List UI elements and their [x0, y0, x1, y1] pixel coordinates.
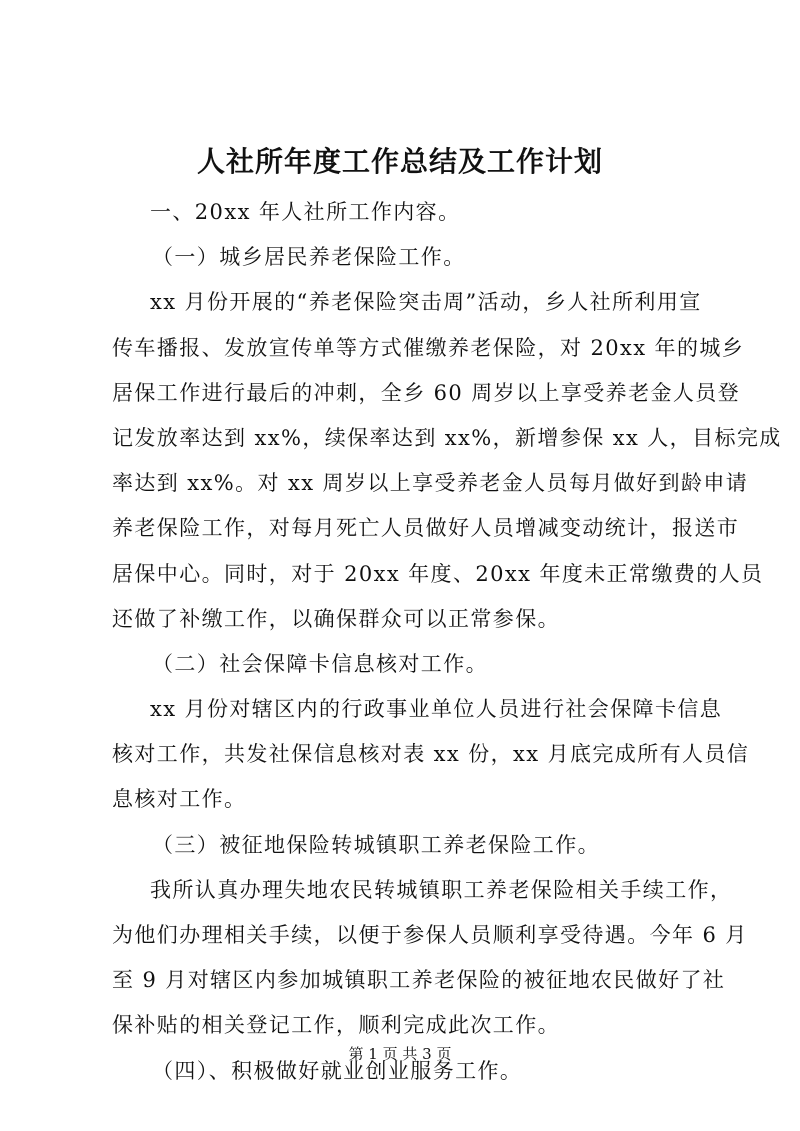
subsection-heading-2: （二）社会保障卡信息核对工作。	[152, 651, 488, 676]
paragraph-line: 传车播报、发放宣传单等方式催缴养老保险，对 20xx 年的城乡	[112, 335, 745, 360]
paragraph-line: 息核对工作。	[112, 787, 247, 812]
section-heading-1: 一、20xx 年人社所工作内容。	[150, 200, 461, 224]
paragraph-line: 核对工作，共发社保信息核对表 xx 份，xx 月底完成所有人员信	[112, 742, 750, 767]
paragraph-line: 至 9 月对辖区内参加城镇职工养老保险的被征地农民做好了社	[112, 968, 726, 993]
subsection-heading-1: （一）城乡居民养老保险工作。	[152, 245, 466, 270]
paragraph-line: 率达到 xx%。对 xx 周岁以上享受养老金人员每月做好到龄申请	[112, 471, 749, 496]
document-title: 人社所年度工作总结及工作计划	[196, 145, 603, 178]
paragraph-line: 保补贴的相关登记工作，顺利完成此次工作。	[112, 1013, 560, 1038]
paragraph-line: 居保中心。同时，对于 20xx 年度、20xx 年度未正常缴费的人员	[112, 561, 764, 586]
subsection-heading-3: （三）被征地保险转城镇职工养老保险工作。	[152, 832, 600, 857]
document-body	[112, 190, 782, 1094]
paragraph-line: 我所认真办理失地农民转城镇职工养老保险相关手续工作，	[150, 877, 733, 902]
page-footer: 第 1 页 共 3 页	[348, 1045, 452, 1063]
paragraph-line: xx 月份对辖区内的行政事业单位人员进行社会保障卡信息	[150, 697, 723, 722]
paragraph-line: 居保工作进行最后的冲刺，全乡 60 周岁以上享受养老金人员登	[112, 380, 741, 405]
paragraph-line: 记发放率达到 xx%，续保率达到 xx%，新增参保 xx 人，目标完成	[112, 425, 782, 450]
paragraph-line: 养老保险工作，对每月死亡人员做好人员增减变动统计，报送市	[112, 516, 740, 541]
subsection-heading-4: （四）、积极做好就业创业服务工作。	[152, 1058, 523, 1083]
paragraph-line: 还做了补缴工作，以确保群众可以正常参保。	[112, 606, 560, 631]
paragraph-line: xx 月份开展的“养老保险突击周”活动，乡人社所利用宣	[150, 290, 702, 315]
paragraph-line: 为他们办理相关手续，以便于参保人员顺利享受待遇。今年 6 月	[112, 923, 748, 947]
